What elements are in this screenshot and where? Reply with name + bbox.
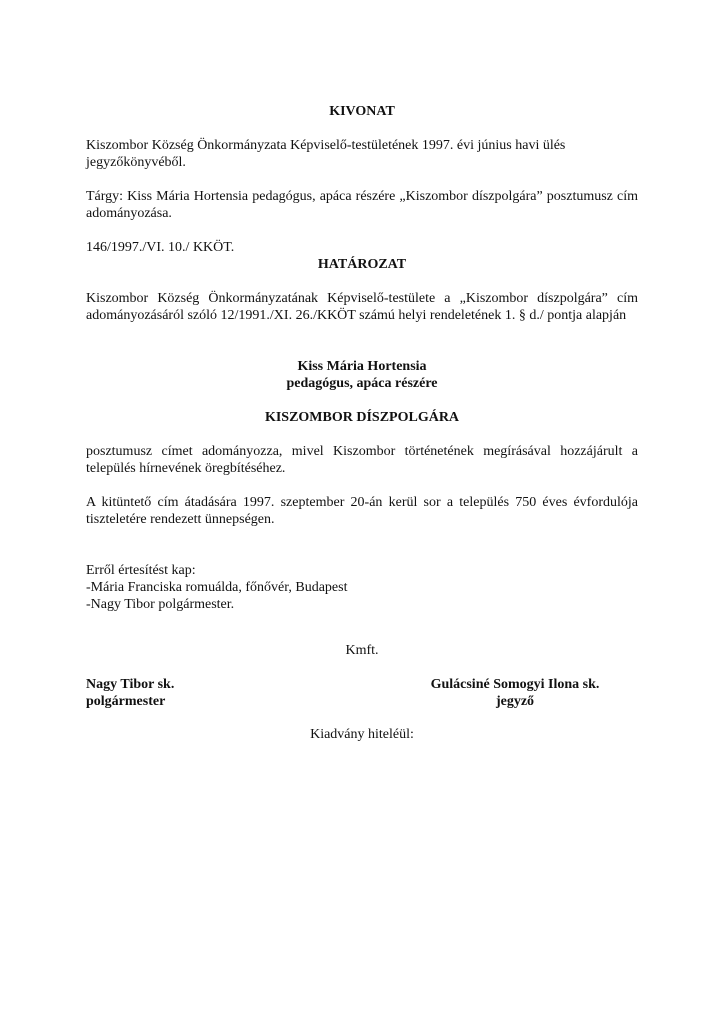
ceremony-paragraph: A kitüntető cím átadására 1997. szeptember 20-án kerül sor a település 750 éves évfordulója tiszteletére rendezett ünnepségen.: [86, 495, 638, 527]
intro-paragraph: Kiszombor Község Önkormányzata Képviselő-testületének 1997. évi június havi ülés jegyzőkönyvéből.: [86, 138, 566, 170]
honoree-name: Kiss Mária Hortensia: [297, 359, 427, 374]
decision-heading: HATÁROZAT: [317, 257, 407, 272]
award-reason-paragraph: posztumusz címet adományozza, mivel Kiszombor történetének megírásával hozzájárult a település hírnevének öregbítéséhez.: [86, 444, 638, 476]
honoree-role: pedagógus, apáca részére: [286, 376, 438, 391]
notify-heading: Erről értesítést kap:: [86, 563, 196, 578]
signatory-name-notary: Gulácsiné Somogyi Ilona sk.: [430, 677, 600, 692]
notify-item: -Nagy Tibor polgármester.: [86, 597, 235, 612]
award-title: KISZOMBOR DÍSZPOLGÁRA: [264, 410, 460, 425]
notify-item: -Mária Franciska romuálda, főnővér, Budapest: [86, 580, 348, 595]
signatory-role-mayor: polgármester: [86, 694, 166, 709]
kmft-label: Kmft.: [345, 643, 379, 658]
reference-number: 146/1997./VI. 10./ KKÖT.: [86, 240, 235, 255]
subject-paragraph: Tárgy: Kiss Mária Hortensia pedagógus, apáca részére „Kiszombor díszpolgára” posztumusz cím adományozása.: [86, 189, 638, 221]
signatory-role-notary: jegyző: [495, 694, 535, 709]
decision-paragraph: Kiszombor Község Önkormányzatának Képviselő-testülete a „Kiszombor díszpolgára” cím adományozásáról szóló 12/1991./XI. 26./KKÖT számú helyi rendeletének 1. § d./ pontja alapján: [86, 291, 638, 323]
document-title: KIVONAT: [329, 104, 395, 119]
certification-label: Kiadvány hiteléül:: [310, 727, 414, 742]
signatory-name-mayor: Nagy Tibor sk.: [86, 677, 175, 692]
